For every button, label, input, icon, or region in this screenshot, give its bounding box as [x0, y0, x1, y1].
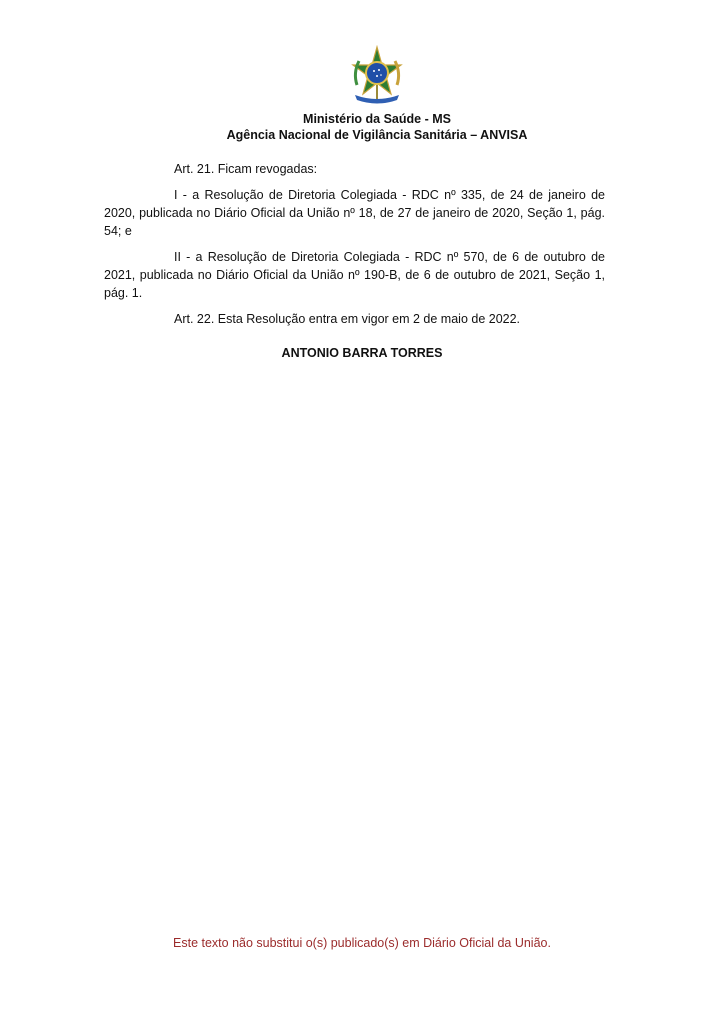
- document-header: [0, 111, 724, 143]
- article-21-heading: Art. 21. Ficam revogadas:: [174, 162, 318, 176]
- signatory-name: ANTONIO BARRA TORRES: [281, 346, 443, 360]
- revocation-item-2: II - a Resolução de Diretoria Colegiada - RDC nº 570, de 6 de outubro de 2021, publicada no Diário Oficial da União nº 190-B, de 6 de outubro de 2021, Seção 1, pág. 1.: [104, 250, 605, 300]
- revocation-item-1: I - a Resolução de Diretoria Colegiada - RDC nº 335, de 24 de janeiro de 2020, publicada no Diário Oficial da União nº 18, de 27 de janeiro de 2020, Seção 1, pág. 54; e: [104, 188, 605, 238]
- agency-title: Agência Nacional de Vigilância Sanitária – ANVISA: [226, 128, 528, 142]
- ministry-title: Ministério da Saúde - MS: [303, 112, 451, 126]
- footer-disclaimer: Este texto não substitui o(s) publicado(s) em Diário Oficial da União.: [173, 936, 551, 950]
- brazil-coat-of-arms-icon: [347, 45, 407, 105]
- article-22-effective-date: Art. 22. Esta Resolução entra em vigor em 2 de maio de 2022.: [174, 312, 521, 326]
- document-body: [104, 160, 605, 336]
